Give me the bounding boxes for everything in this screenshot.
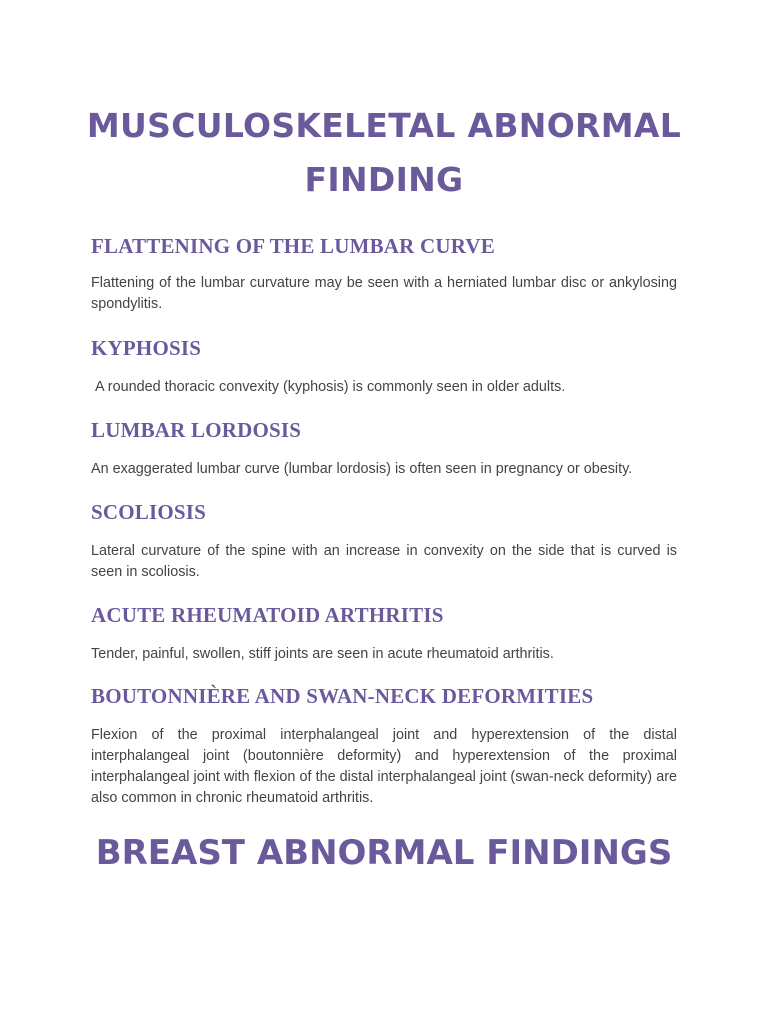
section-heading-lumbar-lordosis: LUMBAR LORDOSIS	[91, 418, 302, 442]
section-heading-kyphosis: KYPHOSIS	[91, 336, 202, 360]
section-body-flattening: Flattening of the lumbar curvature may be seen with a herniated lumbar disc or ankylosing spondylitis.	[91, 275, 677, 312]
section-body-acute-rheumatoid-arthritis: Tender, painful, swollen, stiff joints are seen in acute rheumatoid arthritis.	[91, 646, 554, 662]
section-heading-flattening: FLATTENING OF THE LUMBAR CURVE	[91, 234, 495, 258]
section-heading-boutonniere-swan-neck: BOUTONNIÈRE AND SWAN-NECK DEFORMITIES	[91, 684, 594, 708]
section-body-lumbar-lordosis: An exaggerated lumbar curve (lumbar lordosis) is often seen in pregnancy or obesity.	[91, 461, 633, 477]
section-heading-acute-rheumatoid-arthritis: ACUTE RHEUMATOID ARTHRITIS	[91, 603, 444, 627]
next-section-title: BREAST ABNORMAL FINDINGS	[95, 833, 673, 873]
page-title: MUSCULOSKELETAL ABNORMAL FINDING	[86, 106, 682, 199]
section-heading-scoliosis: SCOLIOSIS	[91, 500, 207, 524]
section-body-kyphosis: A rounded thoracic convexity (kyphosis) is commonly seen in older adults.	[91, 379, 566, 395]
section-body-scoliosis: Lateral curvature of the spine with an increase in convexity on the side that is curved is seen in scoliosis.	[91, 543, 677, 580]
section-body-boutonniere-swan-neck: Flexion of the proximal interphalangeal joint and hyperextension of the distal interphalangeal joint (boutonnière deformity) and hyperextension of the proximal interphalangeal joint with flexion of the distal interphalangeal joint (swan-neck deformity) are also common in chronic rheumatoid arthritis.	[91, 727, 677, 806]
